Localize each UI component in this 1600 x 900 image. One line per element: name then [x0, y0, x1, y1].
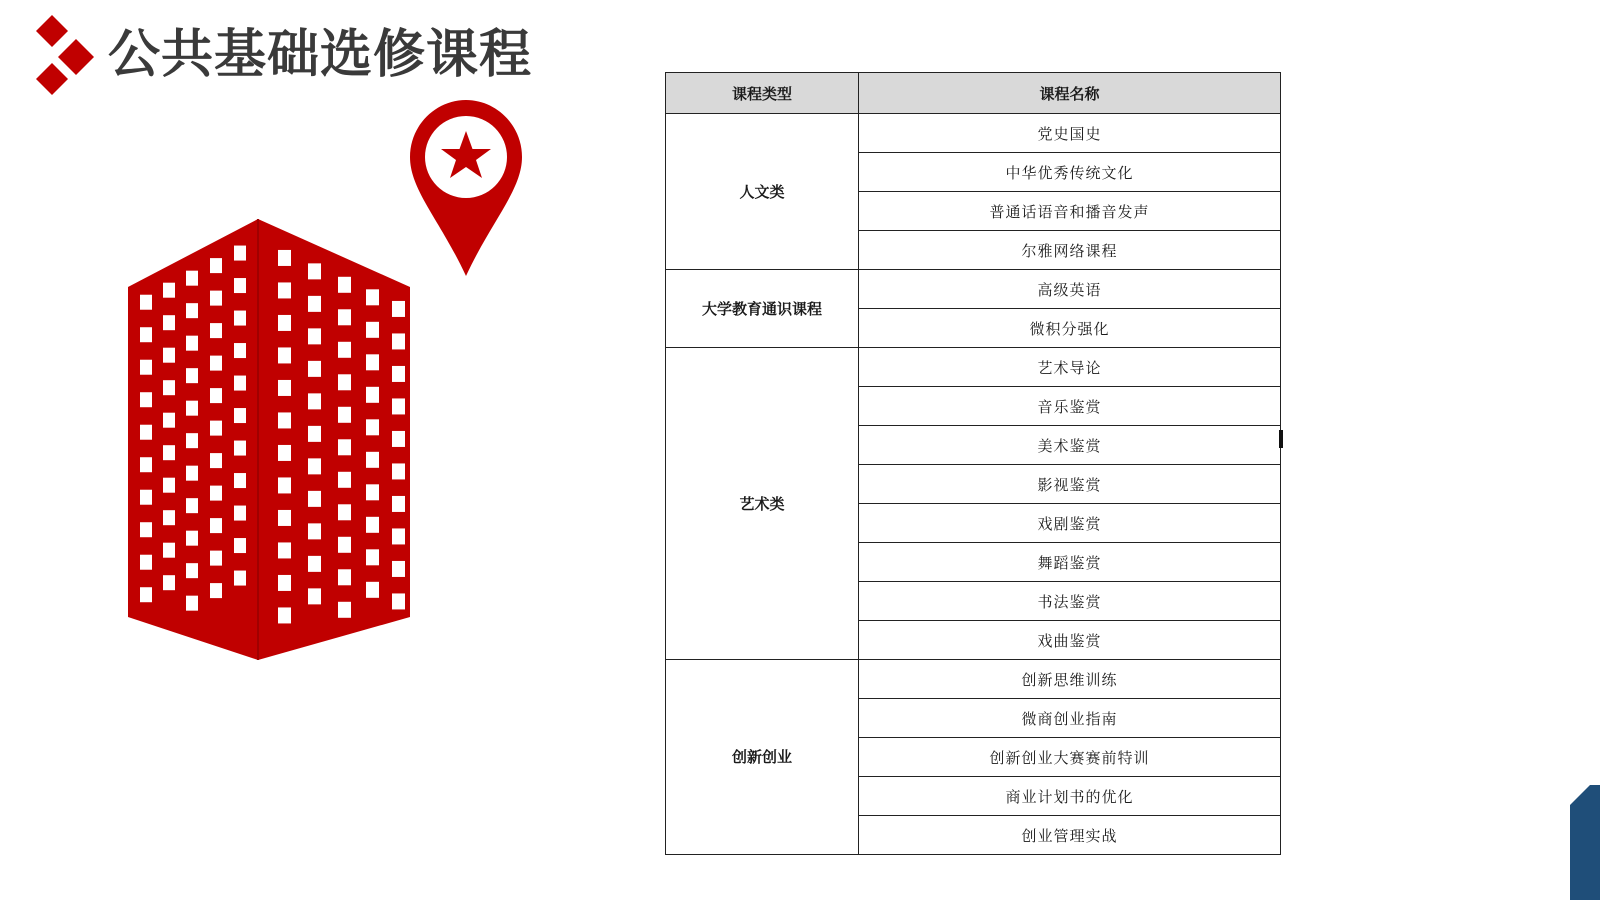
- building-window: [278, 347, 291, 363]
- building-window: [338, 472, 351, 488]
- table-header-row: [666, 73, 1281, 114]
- building-window: [234, 571, 246, 586]
- building-window: [140, 360, 152, 375]
- building-window: [140, 295, 152, 310]
- course-name-cell: 音乐鉴赏: [859, 387, 1281, 426]
- course-table-body: [666, 114, 1281, 855]
- building-window: [308, 426, 321, 442]
- building-window: [234, 473, 246, 488]
- building-window: [278, 445, 291, 461]
- building-window: [366, 322, 379, 338]
- building-window: [308, 556, 321, 572]
- course-category-cell: 大学教育通识课程: [666, 270, 859, 348]
- course-name-cell: 影视鉴赏: [859, 465, 1281, 504]
- course-name-cell: 创新创业大赛赛前特训: [859, 738, 1281, 777]
- building-window: [308, 588, 321, 604]
- course-table-container: [665, 72, 1281, 855]
- course-name-cell: 商业计划书的优化: [859, 777, 1281, 816]
- building-window: [210, 551, 222, 566]
- building-window: [210, 486, 222, 501]
- building-window: [392, 431, 405, 447]
- course-category-cell: 人文类: [666, 114, 859, 270]
- building-window: [366, 484, 379, 500]
- building-window: [338, 309, 351, 325]
- building-window: [308, 296, 321, 312]
- course-name-cell: 党史国史: [859, 114, 1281, 153]
- building-window: [163, 380, 175, 395]
- header-course-type: 课程类型: [666, 73, 859, 114]
- building-window: [338, 602, 351, 618]
- building-window: [210, 583, 222, 598]
- building-icon: [128, 219, 410, 660]
- course-category-cell: 艺术类: [666, 348, 859, 660]
- header-course-name: 课程名称: [859, 73, 1281, 114]
- course-name-cell: 尔雅网络课程: [859, 231, 1281, 270]
- table-row: [666, 660, 1281, 699]
- building-window: [163, 510, 175, 525]
- building-window: [278, 575, 291, 591]
- building-window: [163, 478, 175, 493]
- building-window: [210, 518, 222, 533]
- building-window: [392, 333, 405, 349]
- building-window: [278, 250, 291, 266]
- building-window: [338, 537, 351, 553]
- course-name-cell: 微商创业指南: [859, 699, 1281, 738]
- course-name-cell: 微积分强化: [859, 309, 1281, 348]
- building-window: [392, 561, 405, 577]
- building-window: [186, 596, 198, 611]
- course-name-cell: 舞蹈鉴赏: [859, 543, 1281, 582]
- location-pin-star-icon: [410, 100, 522, 276]
- building-window: [163, 543, 175, 558]
- building-window: [234, 441, 246, 456]
- course-category-cell: 创新创业: [666, 660, 859, 855]
- building-window: [186, 368, 198, 383]
- building-window: [278, 542, 291, 558]
- course-table: [665, 72, 1281, 855]
- building-window: [338, 407, 351, 423]
- building-window: [392, 496, 405, 512]
- building-window: [392, 398, 405, 414]
- building-window: [366, 452, 379, 468]
- course-name-cell: 美术鉴赏: [859, 426, 1281, 465]
- building-window: [140, 490, 152, 505]
- building-window: [234, 278, 246, 293]
- building-window: [234, 246, 246, 261]
- building-window: [210, 356, 222, 371]
- building-window: [366, 289, 379, 305]
- building-window: [234, 343, 246, 358]
- building-window: [278, 607, 291, 623]
- building-window: [308, 263, 321, 279]
- course-name-cell: 创业管理实战: [859, 816, 1281, 855]
- building-window: [140, 555, 152, 570]
- building-window: [186, 336, 198, 351]
- course-name-cell: 高级英语: [859, 270, 1281, 309]
- building-window: [366, 517, 379, 533]
- building-window: [210, 453, 222, 468]
- building-window: [186, 401, 198, 416]
- building-window: [366, 354, 379, 370]
- table-row: [666, 348, 1281, 387]
- building-window: [308, 361, 321, 377]
- building-window: [210, 291, 222, 306]
- building-window: [186, 563, 198, 578]
- building-window: [140, 327, 152, 342]
- page-title: 公共基础选修课程: [108, 25, 533, 85]
- building-window: [163, 413, 175, 428]
- course-name-cell: 中华优秀传统文化: [859, 153, 1281, 192]
- table-row: [666, 114, 1281, 153]
- course-name-cell: 艺术导论: [859, 348, 1281, 387]
- building-window: [234, 311, 246, 326]
- table-edge-marker: [1279, 430, 1283, 448]
- building-window: [366, 387, 379, 403]
- building-window: [234, 538, 246, 553]
- building-window: [234, 506, 246, 521]
- building-window: [140, 425, 152, 440]
- building-window: [392, 593, 405, 609]
- building-window: [234, 376, 246, 391]
- building-window: [366, 582, 379, 598]
- building-window: [338, 277, 351, 293]
- building-window: [366, 549, 379, 565]
- table-row: [666, 270, 1281, 309]
- building-window: [392, 463, 405, 479]
- building-window: [186, 271, 198, 286]
- building-window: [163, 348, 175, 363]
- course-name-cell: 书法鉴赏: [859, 582, 1281, 621]
- building-window: [308, 491, 321, 507]
- building-window: [366, 419, 379, 435]
- building-window: [186, 303, 198, 318]
- building-window: [278, 380, 291, 396]
- building-window: [140, 457, 152, 472]
- building-window: [308, 458, 321, 474]
- building-window: [338, 374, 351, 390]
- building-window: [392, 301, 405, 317]
- building-illustration: [0, 0, 640, 700]
- building-window: [186, 498, 198, 513]
- building-window: [140, 522, 152, 537]
- building-window: [338, 439, 351, 455]
- building-window: [186, 466, 198, 481]
- building-window: [278, 412, 291, 428]
- course-name-cell: 戏曲鉴赏: [859, 621, 1281, 660]
- building-window: [163, 315, 175, 330]
- building-window: [186, 433, 198, 448]
- building-window: [338, 342, 351, 358]
- building-window: [140, 392, 152, 407]
- building-window: [308, 393, 321, 409]
- building-window: [278, 477, 291, 493]
- building-window: [163, 575, 175, 590]
- building-window: [392, 366, 405, 382]
- building-window: [278, 315, 291, 331]
- building-window: [234, 408, 246, 423]
- building-window: [210, 258, 222, 273]
- building-window: [278, 282, 291, 298]
- building-window: [338, 569, 351, 585]
- building-window: [210, 323, 222, 338]
- course-name-cell: 普通话语音和播音发声: [859, 192, 1281, 231]
- building-window: [163, 283, 175, 298]
- course-name-cell: 创新思维训练: [859, 660, 1281, 699]
- building-window: [140, 587, 152, 602]
- building-window: [278, 510, 291, 526]
- building-window: [163, 445, 175, 460]
- course-name-cell: 戏剧鉴赏: [859, 504, 1281, 543]
- building-window: [338, 504, 351, 520]
- corner-decoration: [1570, 785, 1600, 900]
- building-window: [210, 388, 222, 403]
- building-window: [186, 531, 198, 546]
- building-window: [308, 523, 321, 539]
- building-window: [392, 528, 405, 544]
- building-window: [308, 328, 321, 344]
- building-window: [210, 421, 222, 436]
